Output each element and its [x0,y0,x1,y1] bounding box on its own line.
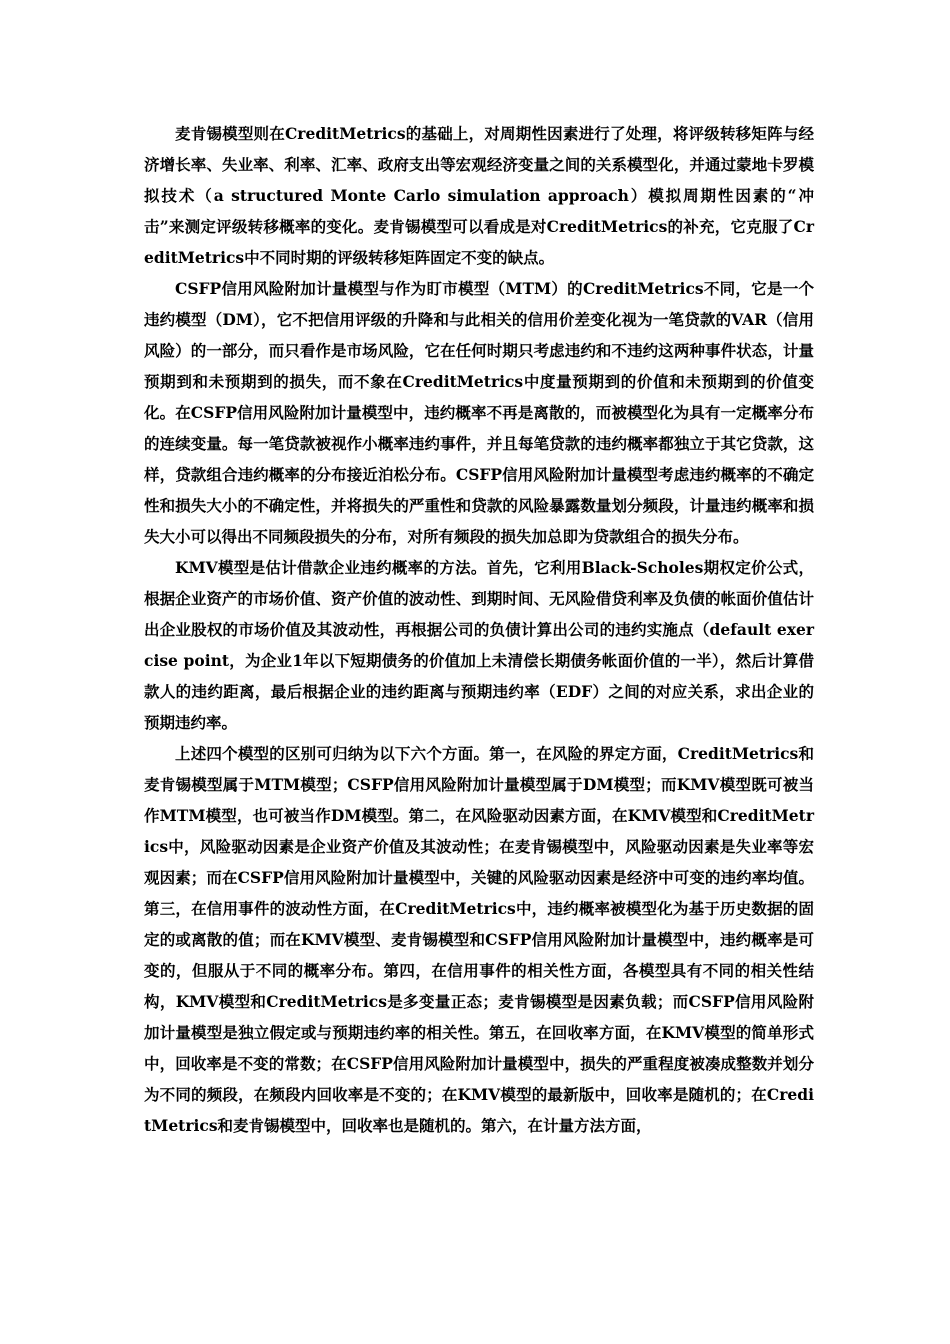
paragraph-comparison: 上述四个模型的区别可归纳为以下六个方面。第一，在风险的界定方面，CreditMetrics和麦肯锡模型属于MTM模型；CSFP信用风险附加计量模型属于DM模型；而KMV模型既可被当作MTM模型，也可被当作DM模型。第二，在风险驱动因素方面，在KMV模型和CreditMetrics中，风险驱动因素是企业资产价值及其波动性；在麦肯锡模型中，风险驱动因素是失业率等宏观因素；而在CSFP信用风险附加计量模型中，关键的风险驱动因素是经济中可变的违约率均值。第三，在信用事件的波动性方面，在CreditMetrics中，违约概率被模型化为基于历史数据的固定的或离散的值；而在KMV模型、麦肯锡模型和CSFP信用风险附加计量模型中，违约概率是可变的，但服从于不同的概率分布。第四，在信用事件的相关性方面，各模型具有不同的相关性结构，KMV模型和CreditMetrics是多变量正态；麦肯锡模型是因素负载；而CSFP信用风险附加计量模型是独立假定或与预期违约率的相关性。第五，在回收率方面，在KMV模型的简单形式中，回收率是不变的常数；在CSFP信用风险附加计量模型中，损失的严重程度被凑成整数并划分为不同的频段，在频段内回收率是不变的；在KMV模型的最新版中，回收率是随机的；在CreditMetrics和麦肯锡模型中，回收率也是随机的。第六，在计量方法方面， [144,744,814,1135]
paragraph-mckinsey: 麦肯锡模型则在CreditMetrics的基础上，对周期性因素进行了处理，将评级转移矩阵与经济增长率、失业率、利率、汇率、政府支出等宏观经济变量之间的关系模型化，并通过蒙地卡罗模拟技术（a structured Monte Carlo simulation approach）模拟周期性因素的“冲击”来测定评级转移概率的变化。麦肯锡模型可以看成是对CreditMetrics的补充，它克服了CreditMetrics中不同时期的评级转移矩阵固定不变的缺点。 [144,124,814,267]
paragraph-kmv: KMV模型是估计借款企业违约概率的方法。首先，它利用Black-Scholes期权定价公式，根据企业资产的市场价值、资产价值的波动性、到期时间、无风险借贷利率及负债的帐面价值估计出企业股权的市场价值及其波动性，再根据公司的负债计算出公司的违约实施点（default exercise point，为企业1年以下短期债务的价值加上未清偿长期债务帐面价值的一半），然后计算借款人的违约距离，最后根据企业的违约距离与预期违约率（EDF）之间的对应关系，求出企业的预期违约率。 [144,558,814,732]
paragraph-csfp: CSFP信用风险附加计量模型与作为盯市模型（MTM）的CreditMetrics不同，它是一个违约模型（DM），它不把信用评级的升降和与此相关的信用价差变化视为一笔贷款的VAR（信用风险）的一部分，而只看作是市场风险，它在任何时期只考虑违约和不违约这两种事件状态，计量预期到和未预期到的损失，而不象在CreditMetrics中度量预期到的价值和未预期到的价值变化。在CSFP信用风险附加计量模型中，违约概率不再是离散的，而被模型化为具有一定概率分布的连续变量。每一笔贷款被视作小概率违约事件，并且每笔贷款的违约概率都独立于其它贷款，这样，贷款组合违约概率的分布接近泊松分布。CSFP信用风险附加计量模型考虑违约概率的不确定性和损失大小的不确定性，并将损失的严重性和贷款的风险暴露数量划分频段，计量违约概率和损失大小可以得出不同频段损失的分布，对所有频段的损失加总即为贷款组合的损失分布。 [144,279,814,546]
document-page [144,118,814,1141]
